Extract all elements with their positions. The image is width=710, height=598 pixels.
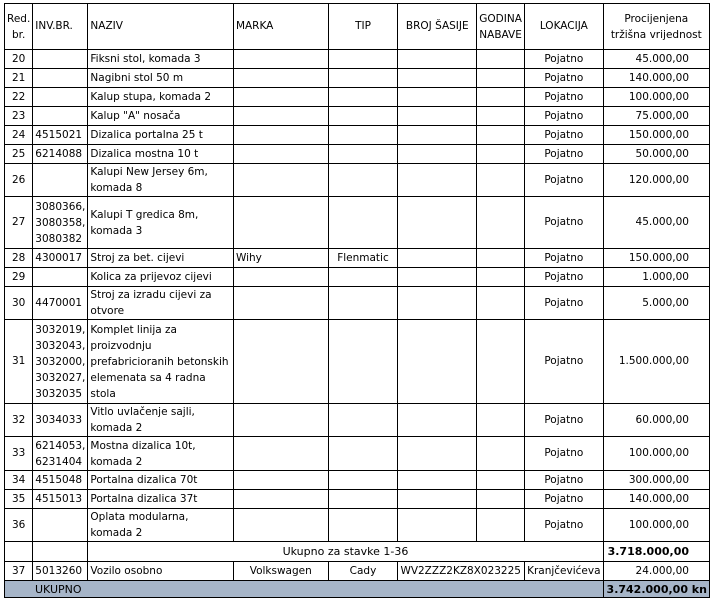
cell-vrijednost: 50.000,00 xyxy=(603,145,709,164)
cell-naziv: Nagibni stol 50 m xyxy=(88,69,234,88)
cell-lokacija: Pojatno xyxy=(525,320,603,404)
cell-marka xyxy=(233,490,328,509)
cell-no: 26 xyxy=(5,164,33,197)
cell-no: 23 xyxy=(5,107,33,126)
cell-no: 20 xyxy=(5,50,33,69)
cell-godina xyxy=(477,50,525,69)
cell-tip xyxy=(328,287,398,320)
vehicle-row xyxy=(5,562,710,581)
cell-godina xyxy=(477,197,525,249)
cell-godina xyxy=(477,164,525,197)
cell-no: 25 xyxy=(5,145,33,164)
cell-marka xyxy=(233,268,328,287)
cell-no: 22 xyxy=(5,88,33,107)
asset-table xyxy=(4,3,710,598)
cell-naziv: Vitlo uvlačenje sajli, komada 2 xyxy=(88,404,234,437)
cell-sasija xyxy=(398,437,477,471)
table-row xyxy=(5,404,710,437)
cell-lokacija: Pojatno xyxy=(525,490,603,509)
cell-tip xyxy=(328,437,398,471)
cell-lokacija: Pojatno xyxy=(525,268,603,287)
cell-inv: 4515048 xyxy=(33,471,88,490)
cell-naziv: Kalup stupa, komada 2 xyxy=(88,88,234,107)
cell-no: 21 xyxy=(5,69,33,88)
cell-tip xyxy=(328,145,398,164)
cell-no: 28 xyxy=(5,249,33,268)
cell-godina xyxy=(477,126,525,145)
cell-inv: 4515013 xyxy=(33,490,88,509)
table-row xyxy=(5,107,710,126)
cell-sasija xyxy=(398,509,477,542)
cell-vrijednost: 100.000,00 xyxy=(603,437,709,471)
table-row xyxy=(5,69,710,88)
header-red-br: Red. br. xyxy=(5,4,33,50)
table-row xyxy=(5,126,710,145)
cell-tip xyxy=(328,490,398,509)
cell-sasija xyxy=(398,164,477,197)
cell-no: 34 xyxy=(5,471,33,490)
cell-lokacija: Pojatno xyxy=(525,437,603,471)
cell-vrijednost: 75.000,00 xyxy=(603,107,709,126)
cell-inv xyxy=(33,88,88,107)
cell-naziv: Vozilo osobno xyxy=(88,562,234,581)
cell-naziv: Portalna dizalica 37t xyxy=(88,490,234,509)
cell-tip xyxy=(328,69,398,88)
cell-lokacija: Pojatno xyxy=(525,509,603,542)
cell-godina xyxy=(477,249,525,268)
header-marka: MARKA xyxy=(233,4,328,50)
grand-total-label: UKUPNO xyxy=(5,581,604,598)
header-inv-br: INV.BR. xyxy=(33,4,88,50)
cell-tip xyxy=(328,126,398,145)
cell-naziv: Komplet linija za proizvodnju prefabricioranih betonskih elemenata sa 4 radna stola xyxy=(88,320,234,404)
cell-lokacija: Pojatno xyxy=(525,88,603,107)
cell-sasija xyxy=(398,88,477,107)
table-row xyxy=(5,268,710,287)
cell-no: 24 xyxy=(5,126,33,145)
cell-godina xyxy=(477,490,525,509)
cell-lokacija: Pojatno xyxy=(525,471,603,490)
cell-tip xyxy=(328,107,398,126)
table-row xyxy=(5,197,710,249)
cell-lokacija: Pojatno xyxy=(525,126,603,145)
cell-naziv: Kalup "A" nosača xyxy=(88,107,234,126)
cell-naziv: Dizalica portalna 25 t xyxy=(88,126,234,145)
cell-sasija xyxy=(398,249,477,268)
cell-marka xyxy=(233,197,328,249)
cell-sasija: WV2ZZZ2KZ8X023225 xyxy=(398,562,525,581)
cell-marka: Volkswagen xyxy=(233,562,328,581)
cell-godina xyxy=(477,88,525,107)
cell-tip xyxy=(328,320,398,404)
cell-vrijednost: 120.000,00 xyxy=(603,164,709,197)
cell-lokacija: Kranjčevićeva xyxy=(525,562,603,581)
cell-tip: Cady xyxy=(328,562,398,581)
cell-sasija xyxy=(398,404,477,437)
cell-lokacija: Pojatno xyxy=(525,164,603,197)
cell-marka xyxy=(233,164,328,197)
table-row xyxy=(5,509,710,542)
cell-marka xyxy=(233,437,328,471)
cell-lokacija: Pojatno xyxy=(525,145,603,164)
cell-inv: 3080366, 3080358, 3080382 xyxy=(33,197,88,249)
cell-sasija xyxy=(398,69,477,88)
cell-sasija xyxy=(398,197,477,249)
header-lokacija: LOKACIJA xyxy=(525,4,603,50)
cell-lokacija: Pojatno xyxy=(525,404,603,437)
cell-no: 30 xyxy=(5,287,33,320)
cell-vrijednost: 1.000,00 xyxy=(603,268,709,287)
cell-naziv: Dizalica mostna 10 t xyxy=(88,145,234,164)
cell-naziv: Kalupi New Jersey 6m, komada 8 xyxy=(88,164,234,197)
cell-godina xyxy=(477,69,525,88)
cell-tip xyxy=(328,164,398,197)
cell-tip xyxy=(328,471,398,490)
cell-no: 37 xyxy=(5,562,33,581)
cell-marka xyxy=(233,404,328,437)
cell-sasija xyxy=(398,126,477,145)
cell-vrijednost: 140.000,00 xyxy=(603,69,709,88)
cell-inv xyxy=(33,50,88,69)
cell-marka xyxy=(233,107,328,126)
cell-no: 29 xyxy=(5,268,33,287)
header-tip: TIP xyxy=(328,4,398,50)
cell-tip xyxy=(328,509,398,542)
cell-vrijednost: 100.000,00 xyxy=(603,509,709,542)
cell-vrijednost: 150.000,00 xyxy=(603,126,709,145)
cell-sasija xyxy=(398,490,477,509)
cell-vrijednost: 60.000,00 xyxy=(603,404,709,437)
cell-godina xyxy=(477,268,525,287)
cell-inv: 3032019, 3032043, 3032000, 3032027, 3032035 xyxy=(33,320,88,404)
grand-total-row xyxy=(5,581,710,598)
cell-naziv: Fiksni stol, komada 3 xyxy=(88,50,234,69)
cell-inv: 3034033 xyxy=(33,404,88,437)
table-row xyxy=(5,490,710,509)
cell-vrijednost: 150.000,00 xyxy=(603,249,709,268)
cell-marka xyxy=(233,50,328,69)
cell-sasija xyxy=(398,471,477,490)
cell-tip xyxy=(328,268,398,287)
cell-tip xyxy=(328,50,398,69)
cell-vrijednost: 1.500.000,00 xyxy=(603,320,709,404)
cell-vrijednost: 300.000,00 xyxy=(603,471,709,490)
cell-tip xyxy=(328,88,398,107)
table-row xyxy=(5,320,710,404)
cell-inv xyxy=(33,107,88,126)
grand-total-value: 3.742.000,00 kn xyxy=(603,581,709,598)
cell-no: 33 xyxy=(5,437,33,471)
cell-inv xyxy=(33,509,88,542)
table-row xyxy=(5,437,710,471)
cell-vrijednost: 5.000,00 xyxy=(603,287,709,320)
cell-marka xyxy=(233,320,328,404)
cell-inv xyxy=(33,268,88,287)
subtotal-label: Ukupno za stavke 1-36 xyxy=(88,542,603,562)
cell-sasija xyxy=(398,107,477,126)
cell-marka xyxy=(233,287,328,320)
cell-no: 32 xyxy=(5,404,33,437)
cell-naziv: Stroj za bet. cijevi xyxy=(88,249,234,268)
cell-sasija xyxy=(398,287,477,320)
cell-sasija xyxy=(398,50,477,69)
cell-naziv: Kalupi T gredica 8m, komada 3 xyxy=(88,197,234,249)
cell-naziv: Oplata modularna, komada 2 xyxy=(88,509,234,542)
cell-sasija xyxy=(398,145,477,164)
cell-vrijednost: 45.000,00 xyxy=(603,197,709,249)
table-row xyxy=(5,249,710,268)
cell-lokacija: Pojatno xyxy=(525,69,603,88)
table-row xyxy=(5,471,710,490)
cell-vrijednost: 45.000,00 xyxy=(603,50,709,69)
table-row xyxy=(5,287,710,320)
cell-tip xyxy=(328,197,398,249)
cell-marka xyxy=(233,509,328,542)
cell-godina xyxy=(477,509,525,542)
header-row xyxy=(5,4,710,50)
cell-vrijednost: 24.000,00 xyxy=(603,562,709,581)
cell-marka xyxy=(233,471,328,490)
table-row xyxy=(5,145,710,164)
cell-no: 27 xyxy=(5,197,33,249)
cell-inv xyxy=(33,164,88,197)
cell-inv: 4300017 xyxy=(33,249,88,268)
cell-inv: 4515021 xyxy=(33,126,88,145)
cell-marka: Wihy xyxy=(233,249,328,268)
cell-godina xyxy=(477,437,525,471)
cell-vrijednost: 100.000,00 xyxy=(603,88,709,107)
cell-sasija xyxy=(398,320,477,404)
cell-godina xyxy=(477,145,525,164)
cell-inv: 6214053, 6231404 xyxy=(33,437,88,471)
header-godina-nabave: GODINA NABAVE xyxy=(477,4,525,50)
cell-tip: Flenmatic xyxy=(328,249,398,268)
cell-naziv: Portalna dizalica 70t xyxy=(88,471,234,490)
cell-naziv: Kolica za prijevoz cijevi xyxy=(88,268,234,287)
cell-inv: 4470001 xyxy=(33,287,88,320)
cell-marka xyxy=(233,88,328,107)
cell-marka xyxy=(233,126,328,145)
cell-godina xyxy=(477,320,525,404)
cell-godina xyxy=(477,287,525,320)
cell-godina xyxy=(477,471,525,490)
cell-no: 31 xyxy=(5,320,33,404)
cell-lokacija: Pojatno xyxy=(525,249,603,268)
cell-inv xyxy=(33,69,88,88)
cell-lokacija: Pojatno xyxy=(525,287,603,320)
cell-godina xyxy=(477,107,525,126)
cell-tip xyxy=(328,404,398,437)
cell-vrijednost: 140.000,00 xyxy=(603,490,709,509)
table-row xyxy=(5,88,710,107)
header-naziv: NAZIV xyxy=(88,4,234,50)
cell-godina xyxy=(477,404,525,437)
cell-no: 35 xyxy=(5,490,33,509)
cell-naziv: Mostna dizalica 10t, komada 2 xyxy=(88,437,234,471)
cell-marka xyxy=(233,69,328,88)
cell-no: 36 xyxy=(5,509,33,542)
table-row xyxy=(5,50,710,69)
cell-sasija xyxy=(398,268,477,287)
table-row xyxy=(5,164,710,197)
cell-lokacija: Pojatno xyxy=(525,107,603,126)
cell-inv: 5013260 xyxy=(33,562,88,581)
cell-inv: 6214088 xyxy=(33,145,88,164)
cell-lokacija: Pojatno xyxy=(525,50,603,69)
header-broj-sasije: BROJ ŠASIJE xyxy=(398,4,477,50)
header-vrijednost: Procijenjena tržišna vrijednost xyxy=(603,4,709,50)
subtotal-value: 3.718.000,00 xyxy=(603,542,709,562)
subtotal-row xyxy=(5,542,710,562)
cell-lokacija: Pojatno xyxy=(525,197,603,249)
cell-marka xyxy=(233,145,328,164)
cell-naziv: Stroj za izradu cijevi za otvore xyxy=(88,287,234,320)
